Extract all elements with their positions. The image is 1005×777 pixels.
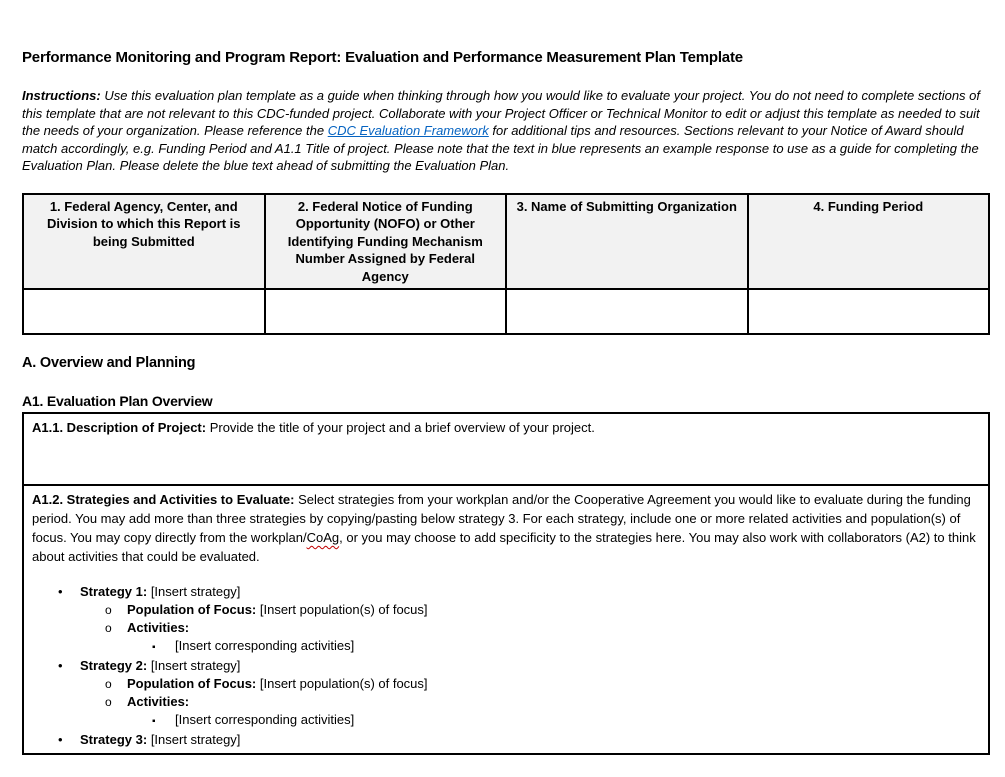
cdc-evaluation-framework-link[interactable]: CDC Evaluation Framework (327, 123, 489, 138)
instructions-text-before-link: Use this evaluation plan template as a guide when thinking through how you would like to evaluate your project. You do not need to complete sections of this template that are not relevant to this CDC-funded project. Collaborate with your Project Officer or Technical Monitor to edit or adjust this template as needed to suit the needs of your organization. Please reference the (22, 88, 980, 138)
cell-funding-period[interactable] (748, 289, 990, 334)
bullet-disc-icon: • (58, 658, 63, 673)
document-title: Performance Monitoring and Program Report: Evaluation and Performance Measurement Plan Template (22, 49, 743, 66)
bullet-disc-icon: • (58, 732, 63, 747)
bullet-disc-icon: • (58, 584, 63, 599)
bullet-label: Activities: (127, 694, 190, 709)
header-funding-period: 4. Funding Period (748, 194, 990, 290)
bullet-label: Strategy 1: (80, 584, 148, 599)
a1-2-text-after: , or you may choose to add specificity to the strategies here. You may also work with collaborators (A2) to think about activities that could be evaluated. (32, 530, 976, 564)
bullet-label: Strategy 2: (80, 658, 148, 673)
list-item-activities-1 (32, 619, 980, 637)
bullet-square-icon: ▪ (152, 642, 156, 653)
instructions-label: Instructions: (22, 88, 101, 103)
bullet-text: [Insert corresponding activities] (175, 638, 355, 653)
list-item-strategy-3 (32, 731, 980, 749)
list-item-population-of-focus-2 (32, 675, 980, 693)
bullet-text: [Insert population(s) of focus] (256, 676, 428, 691)
bullet-square-icon: ▪ (152, 716, 156, 727)
header-submitting-organization: 3. Name of Submitting Organization (506, 194, 748, 290)
list-item-corresponding-activities-1 (32, 637, 980, 657)
a1-1-row (23, 413, 989, 485)
instructions-text-after-link: for additional tips and resources. Sections relevant to your Notice of Award should match accordingly, e.g. Funding Period and A1.1 Title of project. Please note that the text in blue represents an example response to use as a guide for completing the Evaluation Plan. Please delete the blue text ahead of submitting the Evaluation Plan. (22, 123, 979, 173)
a1-1-label: A1.1. Description of Project: (32, 420, 207, 435)
bullet-circle-icon: o (105, 677, 112, 691)
a1-2-label: A1.2. Strategies and Activities to Evaluate: (32, 492, 295, 507)
bullet-text: [Insert strategy] (147, 584, 241, 599)
a1-2-row (23, 485, 989, 754)
cell-submitting-organization[interactable] (506, 289, 748, 334)
list-item-activities-2 (32, 693, 980, 711)
report-info-table (22, 193, 990, 336)
a1-1-description-cell[interactable] (23, 413, 989, 485)
cell-federal-agency[interactable] (23, 289, 265, 334)
cell-nofo-number[interactable] (265, 289, 507, 334)
info-table-header-row (23, 194, 989, 290)
section-a1-heading: A1. Evaluation Plan Overview (22, 393, 213, 409)
bullet-circle-icon: o (105, 603, 112, 617)
bullet-text: [Insert population(s) of focus] (256, 602, 428, 617)
instructions-paragraph (22, 87, 985, 175)
a1-2-paragraph (32, 490, 980, 566)
list-item-strategy-1 (32, 583, 980, 601)
list-item-strategy-2 (32, 657, 980, 675)
bullet-label: Strategy 3: (80, 732, 148, 747)
bullet-label: Population of Focus: (127, 676, 257, 691)
bullet-label: Population of Focus: (127, 602, 257, 617)
strategies-bullet-list (32, 583, 980, 749)
a1-2-strategies-cell[interactable] (23, 485, 989, 754)
header-nofo-number: 2. Federal Notice of Funding Opportunity (NOFO) or Other Identifying Funding Mechanism Number Assigned by Federal Agency (265, 194, 507, 290)
a1-2-text-before: Select strategies from your workplan and/or the Cooperative Agreement you would like to evaluate during the funding period. You may add more than three strategies by copying/pasting below strategy 3. For each strategy, include one or more related activities and population(s) of focus. You may copy directly from the workplan/ (32, 492, 971, 545)
bullet-circle-icon: o (105, 621, 112, 635)
info-table-entry-row (23, 289, 989, 334)
bullet-circle-icon: o (105, 695, 112, 709)
bullet-text: [Insert corresponding activities] (175, 712, 355, 727)
section-a-heading: A. Overview and Planning (22, 355, 196, 371)
a1-1-text: Provide the title of your project and a brief overview of your project. (206, 420, 595, 435)
header-federal-agency: 1. Federal Agency, Center, and Division to which this Report is being Submitted (23, 194, 265, 290)
bullet-text: [Insert strategy] (147, 658, 241, 673)
evaluation-plan-overview-table (22, 412, 990, 755)
bullet-text: [Insert strategy] (147, 732, 241, 747)
list-item-corresponding-activities-2 (32, 711, 980, 731)
bullet-label: Activities: (127, 620, 190, 635)
list-item-population-of-focus-1 (32, 601, 980, 619)
a1-2-misspelled-word: CoAg (306, 530, 340, 545)
